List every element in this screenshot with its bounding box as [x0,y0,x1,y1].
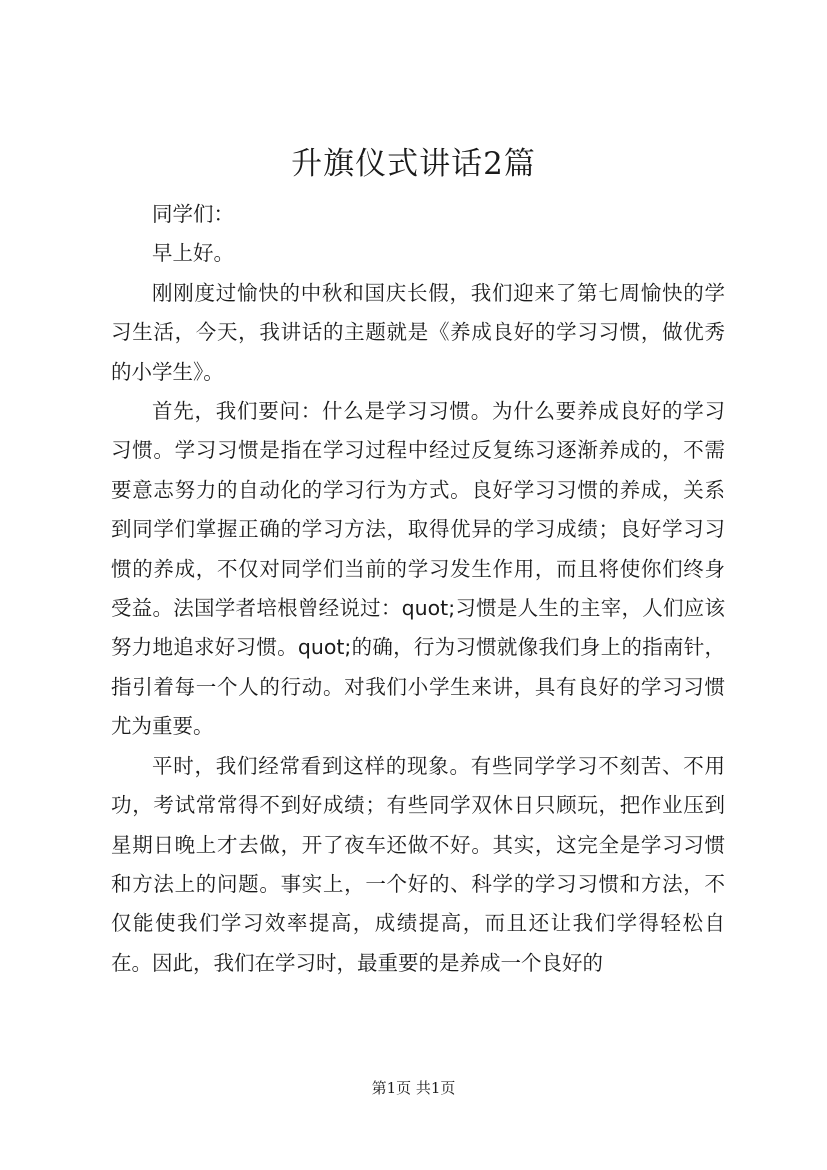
paragraph-intro: 刚刚度过愉快的中秋和国庆长假，我们迎来了第七周愉快的学习生活，今天，我讲话的主题就是《养成良好的学习习惯，做优秀的小学生》。 [111,280,725,384]
page-footer: 第1页 共1页 [371,1079,456,1097]
document-body [111,195,725,983]
paragraph-morning: 早上好。 [152,241,234,266]
paragraph-habits: 首先，我们要问：什么是学习习惯。为什么要养成良好的学习习惯。学习习惯是指在学习过程中经过反复练习逐渐养成的，不需要意志努力的自动化的学习行为方式。良好学习习惯的养成，关系到同学们掌握正确的学习方法，取得优异的学习成绩；良好学习习惯的养成，不仅对同学们当前的学习发生作用，而且将使你们终身受益。法国学者培根曾经说过：quot;习惯是人生的主宰，人们应该努力地追求好习惯。quot;的确，行为习惯就像我们身上的指南针，指引着每一个人的行动。对我们小学生来讲，具有良好的学习习惯尤为重要。 [111,399,725,739]
paragraph-phenomenon: 平时，我们经常看到这样的现象。有些同学学习不刻苦、不用功，考试常常得不到好成绩；有些同学双休日只顾玩，把作业压到星期日晚上才去做，开了夜车还做不好。其实，这完全是学习习惯和方法上的问题。事实上，一个好的、科学的学习习惯和方法，不仅能使我们学习效率提高，成绩提高，而且还让我们学得轻松自在。因此，我们在学习时，最重要的是养成一个良好的 [111,753,725,975]
paragraph-greeting: 同学们： [152,202,234,226]
document-title: 升旗仪式讲话2篇 [291,146,536,182]
